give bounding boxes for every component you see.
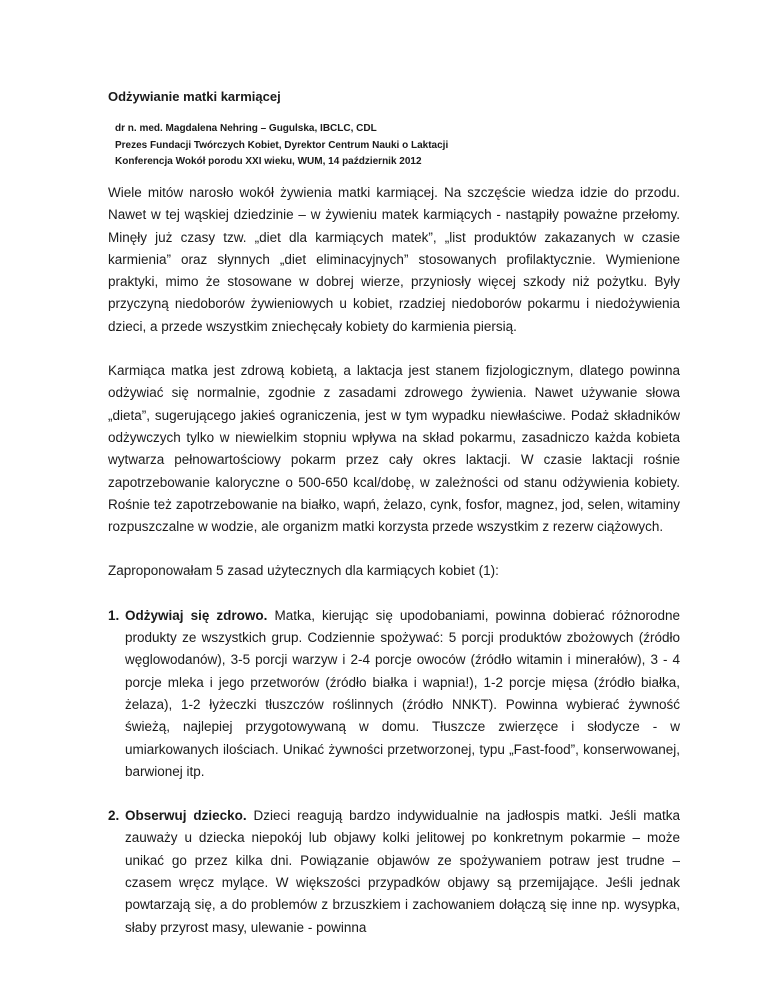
author-block (115, 121, 448, 171)
list-item-number: 2. (108, 808, 120, 824)
list-item-heading: Obserwuj dziecko. (125, 808, 247, 824)
list-item (108, 805, 680, 939)
document-title: Odżywianie matki karmiącej (108, 89, 281, 104)
list-item-number: 1. (108, 607, 120, 623)
list-item-text: Matka, kierując się upodobaniami, powinna dobierać różnorodne produkty ze wszystkich grup. Codziennie spożywać: 5 porcji produktów zbożowych (źródło węglowodanów), 3-5 porcji warzyw i 2-4 porcje owoców (źródło witamin i minerałów), 3 - 4 porcje mleka i jego przetworów (źródło białka i wapnia!), 1-2 porcje mięsa (źródło białka, żelaza), 1-2 łyżeczki tłuszczów roślinnych (źródło NNKT). Powinna wybierać żywność świeżą, najlepiej przygotowywaną w domu. Tłuszcze zwierzęce i słodycze - w umiarkowanych ilościach. Unikać żywności przetworzonej, typu „Fast-food”, konserwowanej, barwionej itp. (125, 607, 681, 779)
list-intro: Zaproponowałam 5 zasad użytecznych dla karmiących kobiet (1): (108, 563, 499, 579)
list-item (108, 605, 680, 783)
rules-list (108, 605, 680, 939)
paragraph-intro: Wiele mitów narosło wokół żywienia matki karmiącej. Na szczęście wiedza idzie do przodu. Nawet w tej wąskiej dziedzinie – w żywieniu matek karmiących - nastąpiły poważne przełomy. Minęły już czasy tzw. „diet dla karmiących matek”, „list produktów zakazanych w czasie karmienia” oraz słynnych „diet eliminacyjnych” stosowanych profilaktycznie. Wymienione praktyki, mimo że stosowane w dobrej wierze, przyniosły więcej szkody niż pożytku. Były przyczyną niedoborów żywieniowych u kobiet, rzadziej niedoborów pokarmu i niedożywienia dzieci, a przede wszystkim zniechęcały kobiety do karmienia piersią. (108, 185, 680, 334)
author-affiliation: Prezes Fundacji Twórczych Kobiet, Dyrektor Centrum Nauki o Laktacji (115, 139, 449, 151)
list-item-text: Dzieci reagują bardzo indywidualnie na jadłospis matki. Jeśli matka zauważy u dziecka niepokój lub objawy kolki jelitowej po konkretnym pokarmie – może unikać go przez kilka dni. Powiązanie objawów ze spożywaniem potraw jest trudne – czasem wręcz mylące. W większości przypadków objawy są przemijające. Jeśli jednak powtarzają się, a do problemów z brzuszkiem i zachowaniem dołączą się inne np. wysypka, słaby przyrost masy, ulewanie - powinna (125, 808, 680, 935)
author-line: dr n. med. Magdalena Nehring – Gugulska, IBCLC, CDL (115, 123, 377, 134)
document-body (108, 182, 680, 961)
paragraph-lactation: Karmiąca matka jest zdrową kobietą, a laktacja jest stanem fizjologicznym, dlatego powinna odżywiać się normalnie, zgodnie z zasadami zdrowego żywienia. Nawet używanie słowa „dieta”, sugerującego jakieś ograniczenia, jest w tym wypadku niewłaściwe. Podaż składników odżywczych tylko w niewielkim stopniu wpływa na skład pokarmu, zasadniczo każda kobieta wytwarza pełnowartościowy pokarm przez cały okres laktacji. W czasie laktacji rośnie zapotrzebowanie kaloryczne o 500-650 kcal/dobę, w zależności od stanu odżywienia kobiety. Rośnie też zapotrzebowanie na białko, wapń, żelazo, cynk, fosfor, magnez, jod, selen, witaminy rozpuszczalne w wodzie, ale organizm matki korzysta przede wszystkim z rezerw ciążowych. (108, 363, 680, 535)
list-item-heading: Odżywiaj się zdrowo. (125, 607, 268, 623)
conference-line: Konferencja Wokół porodu XXI wieku, WUM, 14 październik 2012 (115, 156, 422, 167)
